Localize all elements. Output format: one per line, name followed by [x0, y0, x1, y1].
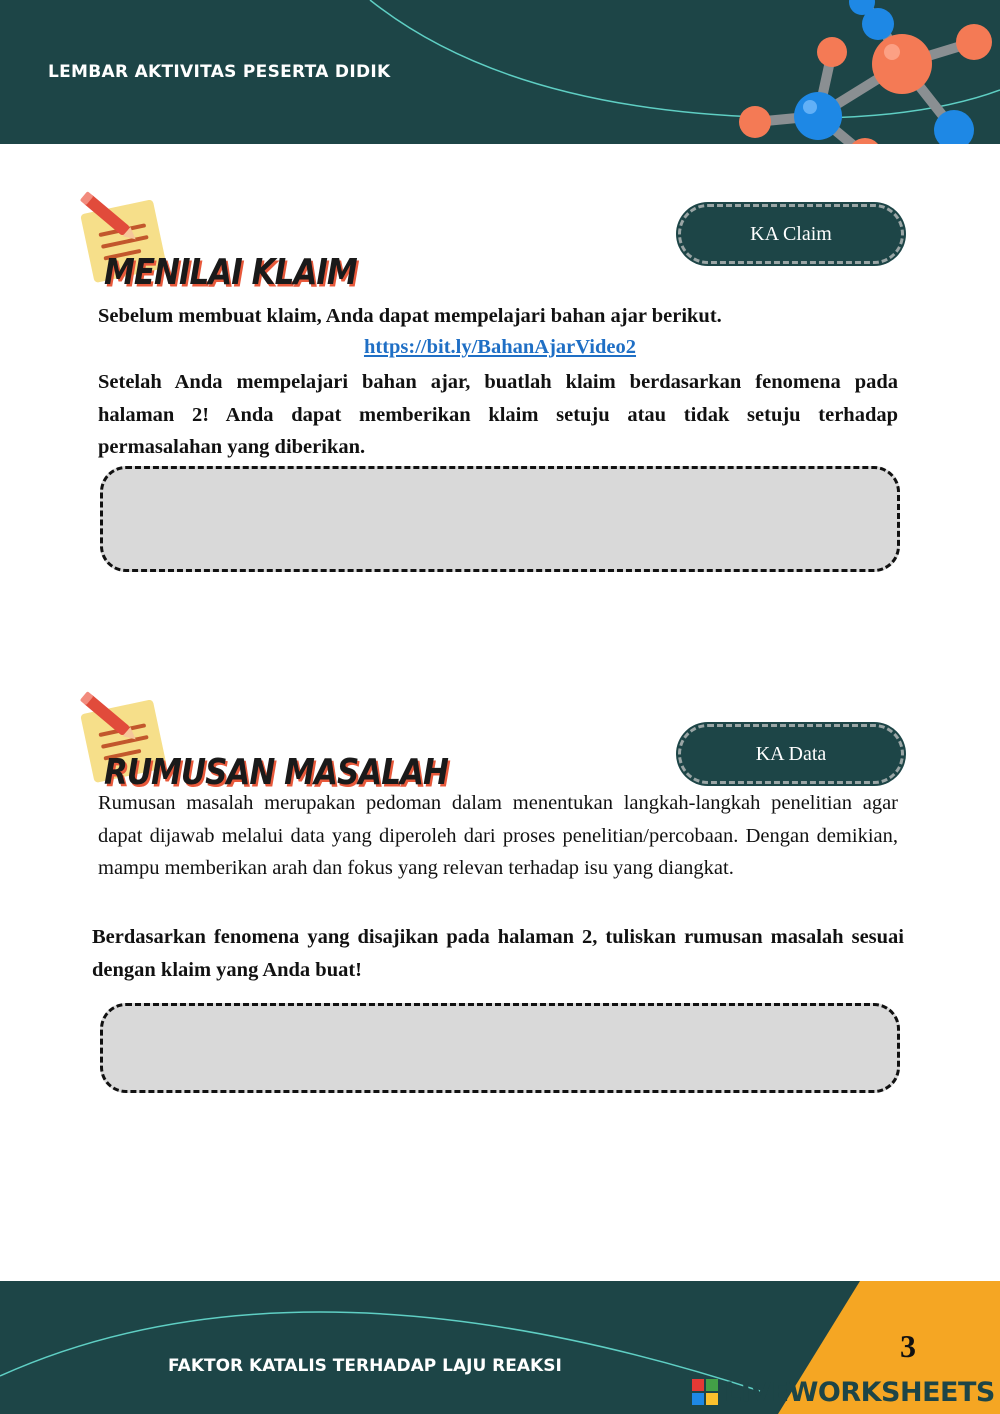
section-title-rumusan-masalah: RUMUSAN MASALAH [104, 752, 448, 794]
section1-instruction: Setelah Anda mempelajari bahan ajar, buatlah klaim berdasarkan fenomena pada halaman 2! Anda dapat memberikan klaim setuju atau tidak setuju terhadap permasalahan yang diberikan. [98, 371, 898, 458]
rumusan-masalah-answer-field[interactable] [100, 1003, 900, 1093]
badge-ka-data: KA Data [678, 724, 904, 784]
page-header [0, 0, 1000, 144]
badge-ka-claim: KA Claim [678, 204, 904, 264]
liveworksheets-watermark [692, 1374, 995, 1410]
watermark-text: LIVEWORKSHEETS [724, 1376, 995, 1408]
molecule-icon [700, 0, 1000, 144]
section-title-menilai-klaim: MENILAI KLAIM [104, 252, 357, 294]
header-title: LEMBAR AKTIVITAS PESERTA DIDIK [48, 62, 391, 82]
liveworksheets-logo-icon [692, 1379, 718, 1405]
section2-description: Rumusan masalah merupakan pedoman dalam menentukan langkah-langkah penelitian agar dapat dijawab melalui data yang diperoleh dari proses penelitian/percobaan. Dengan demikian, mampu memberikan arah dan fokus yang relevan terhadap isu yang diangkat. [98, 792, 898, 879]
section1-intro: Sebelum membuat klaim, Anda dapat mempelajari bahan ajar berikut. [98, 305, 722, 327]
bahan-ajar-link[interactable]: https://bit.ly/BahanAjarVideo2 [363, 336, 637, 358]
claim-answer-field[interactable] [100, 466, 900, 572]
footer-title: FAKTOR KATALIS TERHADAP LAJU REAKSI [168, 1356, 562, 1376]
section2-instruction: Berdasarkan fenomena yang disajikan pada halaman 2, tuliskan rumusan masalah sesuai dengan klaim yang Anda buat! [92, 926, 904, 981]
page-number: 3 [900, 1328, 916, 1364]
